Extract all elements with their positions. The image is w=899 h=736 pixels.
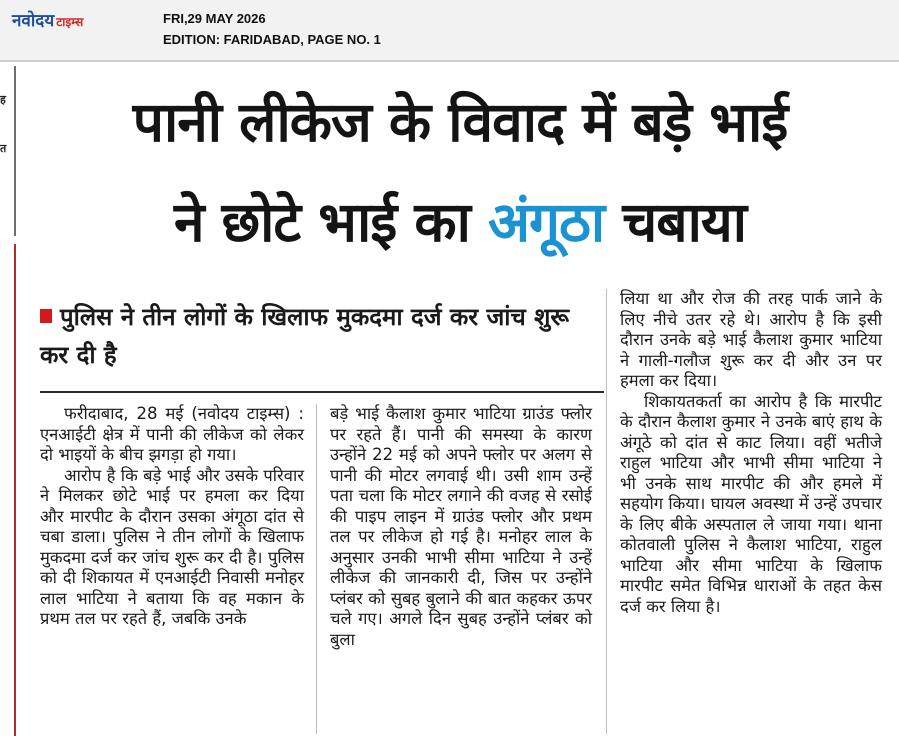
logo-main: नवोदय [12, 11, 55, 31]
article-subhead [40, 298, 600, 374]
article-column-1 [40, 404, 304, 630]
article-column-3 [620, 289, 882, 617]
headline-part: ने छोटे भाई का [173, 190, 488, 254]
newspaper-logo [12, 8, 83, 34]
headline-line-2 [30, 172, 890, 272]
headline-line-1: पानी लीकेज के विवाद में बड़े भाई [132, 90, 788, 154]
paragraph: शिकायतकर्ता का आरोप है कि मारपीट के दौरान कैलाश कुमार ने उनके बाएं हाथ के अंगूठे को दांत से काट लिया। वहीं भतीजे राहुल भाटिया और भाभी सीमा भाटिया ने भी उनके साथ मारपीट की और हमले में सहयोग किया। घायल अवस्था में उन्हें उपचार के लिए बीके अस्पताल ले जाया गया। थाना कोतवाली पुलिस ने कैलाश भाटिया, राहुल भाटिया और सीमा भाटिया के खिलाफ मारपीट समेत विभिन्न धाराओं के तहत केस दर्ज कर लिया है। [620, 391, 882, 616]
paragraph: फरीदाबाद, 28 मई (नवोदय टाइम्स) : एनआईटी क्षेत्र में पानी की लीकेज को लेकर दो भाइयों के बीच झगड़ा हो गया। [40, 404, 304, 464]
neighbour-article [0, 66, 16, 236]
neighbour-glyph: ह [0, 93, 6, 106]
neighbour-article-box [0, 244, 16, 736]
issue-date: FRI,29 MAY 2026 [163, 11, 266, 26]
edition-info: EDITION: FARIDABAD, PAGE NO. 1 [163, 32, 381, 47]
paragraph: लिया था और रोज की तरह पार्क जाने के लिए नीचे उतर रहे थे। आरोप है कि इसी दौरान उनके बड़े भाई कैलाश कुमार भाटिया ने गाली-गलौज शुरू कर दी और उन पर हमला कर दिया। [620, 289, 882, 390]
edition-meta [163, 8, 381, 50]
column-divider [316, 404, 317, 734]
red-square-bullet-icon [40, 309, 52, 323]
subhead-rule [40, 391, 604, 393]
article-headline [30, 72, 890, 272]
header-bar [0, 0, 899, 62]
logo-sub: टाइम्स [56, 15, 84, 29]
column-divider [606, 289, 607, 734]
headline-accent-word: अंगूठा [487, 190, 605, 254]
headline-part: चबाया [604, 190, 747, 254]
article-column-2 [330, 404, 592, 650]
neighbour-glyph: त [0, 142, 7, 155]
paragraph: बड़े भाई कैलाश कुमार भाटिया ग्राउंड फ्लोर पर रहते हैं। पानी की समस्या के कारण उन्होंने 22 मई को अपने फ्लोर पर अलग से पानी की मोटर लगवाई थी। उसी शाम उन्हें पता चला कि मोटर लगाने की वजह से रसोई की पाइप लाइन में ग्राउंड फ्लोर और प्रथम तल पर लीकेज हो गई है। मनोहर लाल के अनुसार उनकी भाभी सीमा भाटिया ने उन्हें लीकेज की जानकारी दी, जिस पर उन्होंने प्लंबर को सुबह बुलाने की बात कहकर ऊपर चले गए। अगले दिन सुबह उन्होंने प्लंबर को बुला [330, 404, 592, 649]
subhead-text: पुलिस ने तीन लोगों के खिलाफ मुकदमा दर्ज कर जांच शुरू कर दी है [40, 303, 570, 369]
paragraph: आरोप है कि बड़े भाई और उसके परिवार ने मिलकर छोटे भाई पर हमला कर दिया और मारपीट के दौरान उसका अंगूठा दांत से चबा डाला। पुलिस ने तीन लोगों के खिलाफ मुकदमा दर्ज कर जांच शुरू कर दी है। पुलिस को दी शिकायत में एनआईटी निवासी मनोहर लाल भाटिया ने बताया कि वह मकान के प्रथम तल पर रहते हैं, जबकि उनके [40, 465, 304, 628]
